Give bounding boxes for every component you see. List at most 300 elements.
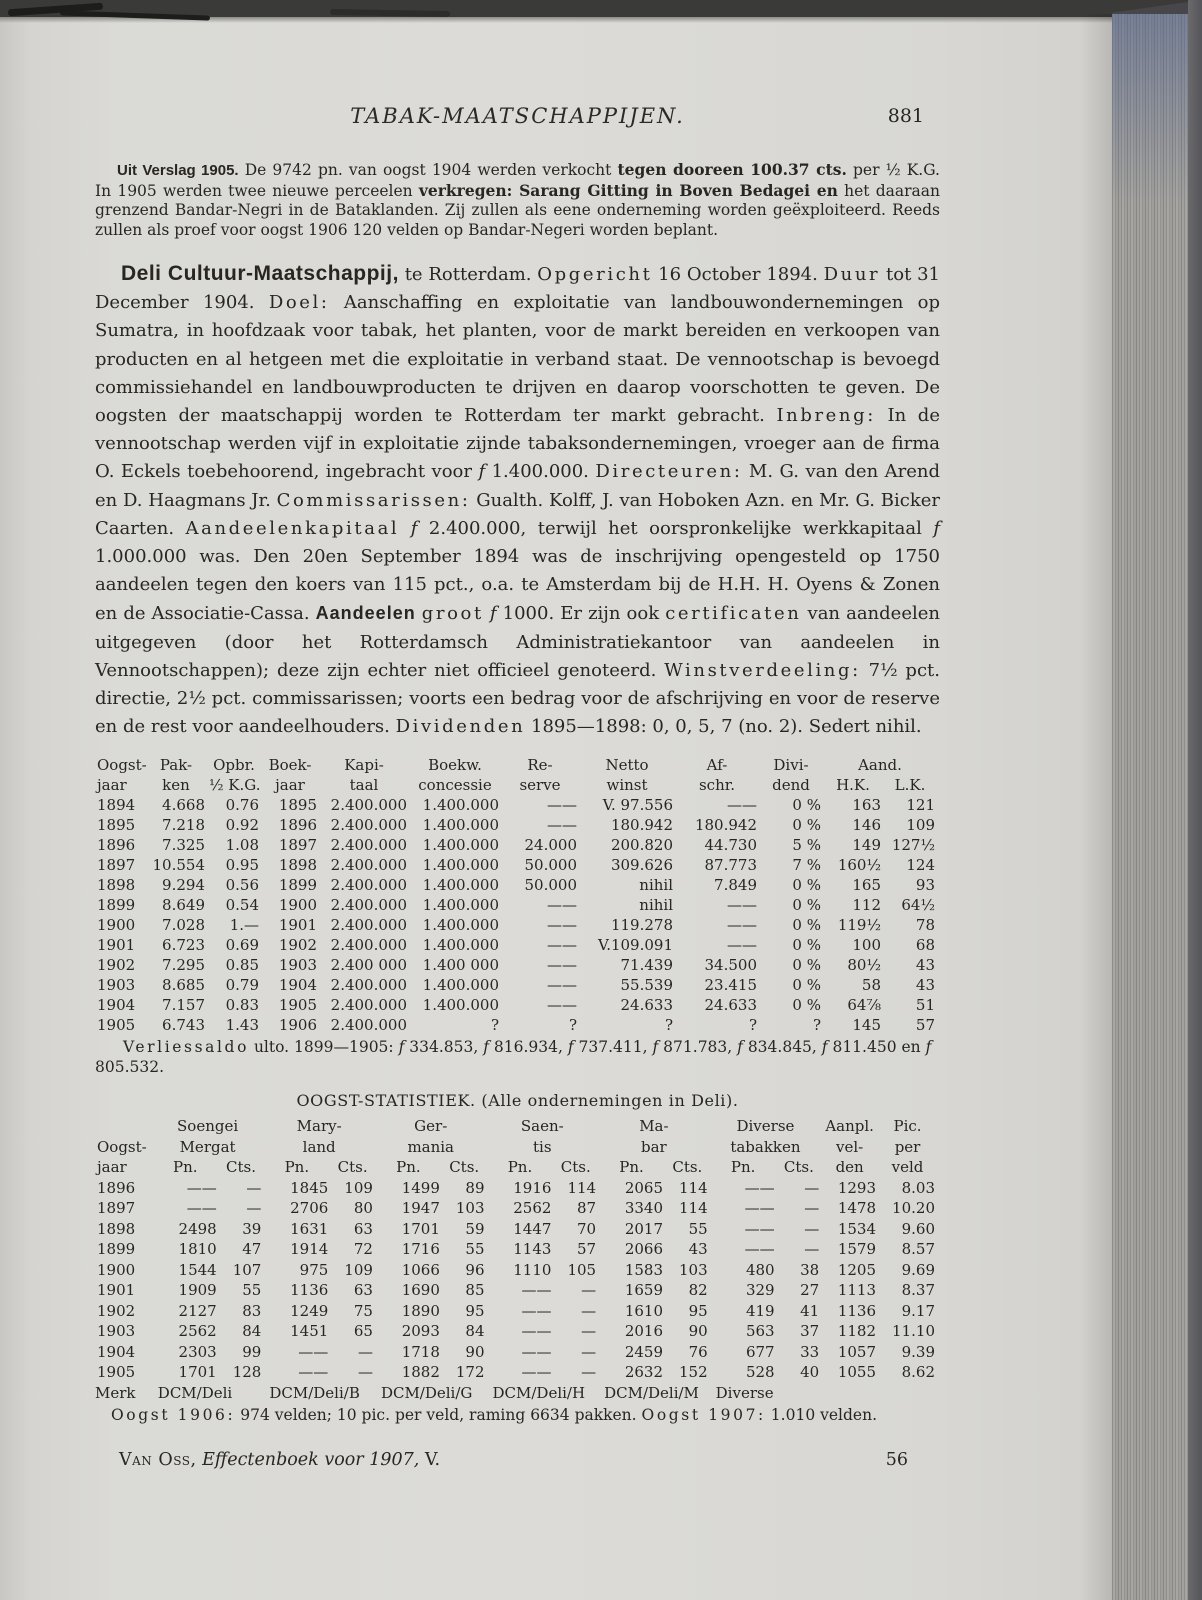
col-header: H.K. [836, 776, 870, 795]
table-cell: 8.37 [901, 1281, 935, 1300]
table-cell: 7.157 [162, 996, 205, 1015]
table-cell: 0.56 [225, 876, 259, 895]
financial-table-body [95, 795, 937, 1035]
table-cell: 1900 [97, 916, 136, 935]
table-cell: 180.942 [694, 816, 757, 835]
table-row [95, 995, 937, 1015]
text-segment: Duur [823, 264, 881, 285]
harvest-table-body [95, 1178, 937, 1383]
table-cell: 2.400 000 [330, 956, 407, 975]
table-cell: 1916 [513, 1178, 552, 1197]
text-segment: f [483, 1038, 489, 1057]
table-cell: 1901 [97, 936, 136, 955]
table-row [95, 1301, 937, 1322]
text-segment: f [652, 1038, 659, 1057]
table-cell: 1136 [837, 1301, 877, 1320]
table-cell: 0.54 [225, 896, 259, 915]
table-cell: 55 [688, 1219, 708, 1238]
col-header: Af- [706, 756, 728, 775]
table-cell: 8.685 [162, 976, 205, 995]
table-cell: 1205 [837, 1260, 877, 1279]
table-cell: 1909 [178, 1281, 217, 1300]
table-cell: 0.69 [225, 936, 259, 955]
table-cell: 145 [852, 1016, 881, 1035]
text-segment: 816.934, [488, 1038, 568, 1057]
page-content [95, 104, 946, 1476]
table-cell: 2632 [624, 1363, 664, 1382]
table-cell: —— [547, 896, 577, 915]
text-segment: Aanschaffing en exploitatie van landbouwondernemingen op Sumatra, in hoofdzaak voor tabak, het planten, voor de markt bereiden en verkoopen van producten en al hetgeen met die exploitatie in verband staat. De vennootschap is bevoegd commissiehandel en landbouwproducten te drijven en daarop voorschotten te geven. De oogsten der maatschappij worden te Rotterdam ter markt gebracht. [95, 292, 946, 427]
table-cell: 1610 [624, 1301, 664, 1320]
table-cell: —— [744, 1240, 775, 1259]
loss-balance-note [95, 1037, 940, 1077]
col-header: Pn. [730, 1158, 756, 1177]
table-cell: 1.400 000 [422, 956, 499, 975]
table-cell: 1113 [837, 1281, 877, 1300]
table-cell: 2.400.000 [330, 1016, 407, 1035]
page-curve-shadow [1080, 14, 1112, 1600]
table-cell: 2127 [178, 1301, 217, 1320]
col-header: Cts. [560, 1158, 591, 1177]
table-cell: —— [547, 976, 577, 995]
company-paragraph [95, 260, 946, 741]
table-cell: 24.000 [524, 836, 577, 855]
text-segment: 7½ pct. directie, 2½ pct. commissarissen; voorts een bedrag voor de afschrijving en voor de reserve en de rest voor aandeelhouders. [95, 659, 946, 738]
table-cell: 1904 [97, 996, 136, 1015]
col-header: winst [606, 776, 648, 795]
table-cell: 112 [852, 896, 881, 915]
text-segment: Doel: [268, 292, 330, 314]
table-cell: 1583 [624, 1260, 664, 1279]
text-segment: ulto. 1899—1905: [249, 1038, 399, 1057]
financial-table-header [95, 755, 937, 795]
text-segment: Directeuren: [595, 461, 743, 483]
text-segment: De 9742 pn. van oogst 1904 werden verkocht [238, 161, 618, 179]
text-segment: f [478, 461, 486, 483]
table-cell: 43 [688, 1240, 708, 1259]
text-segment: Gualth. Kolff, J. van Hoboken Azn. en Mr. G. Bicker Caarten. [95, 489, 946, 539]
table-cell: 1903 [97, 1322, 136, 1341]
table-cell: 146 [852, 816, 881, 835]
table-cell: 1906 [278, 1016, 317, 1035]
table-cell: 85 [465, 1281, 485, 1300]
brand-row [95, 1383, 937, 1404]
table-cell: 1249 [290, 1301, 329, 1320]
table-cell: 0 % [792, 976, 821, 995]
table-row [95, 795, 937, 815]
col-header: L.K. [894, 776, 926, 795]
col-header: Pic. [893, 1117, 922, 1136]
text-segment: van aandeelen uitgegeven (door het Rotterdamsch Administratiekantoor van aandeelen in Vennootschappen); deze zijn echter niet officieel genoteerd. [95, 603, 946, 681]
table-row [95, 1219, 937, 1240]
table-cell: —— [521, 1363, 552, 1382]
table-cell: 87.773 [704, 856, 757, 875]
col-header: Cts. [672, 1158, 703, 1177]
table-cell: 90 [688, 1322, 708, 1341]
table-cell: 1182 [837, 1322, 877, 1341]
harvest-statistics-heading: OOGST-STATISTIEK. (Alle ondernemingen in Deli). [296, 1091, 739, 1111]
table-cell: 51 [915, 996, 935, 1015]
col-header: Aand. [858, 756, 902, 775]
table-cell: 43 [915, 976, 935, 995]
table-cell: 2093 [401, 1322, 440, 1341]
table-cell: —— [727, 796, 757, 815]
table-cell: 1897 [278, 836, 317, 855]
table-cell: 677 [745, 1342, 775, 1361]
text-segment: Opgericht [537, 264, 653, 285]
table-row [95, 1280, 937, 1301]
table-cell: 2.400.000 [330, 796, 407, 815]
text-segment: verkregen: Sarang Gitting in Boven Bedagei en [418, 180, 838, 200]
col-header: jaar [97, 1158, 127, 1177]
col-header: Pn. [619, 1158, 644, 1177]
table-cell: 9.17 [901, 1301, 935, 1320]
table-cell: 1534 [837, 1219, 877, 1238]
table-cell: 1897 [97, 856, 136, 875]
col-header: tabakken [730, 1137, 801, 1156]
table-cell: — [581, 1342, 597, 1361]
table-cell: 1901 [97, 1281, 136, 1300]
table-cell: 1905 [278, 996, 317, 1015]
table-cell: 2.400.000 [330, 896, 407, 915]
col-header: Oogst- [97, 756, 147, 775]
text-segment: Oogst 1906: [111, 1406, 236, 1425]
table-row [95, 915, 937, 935]
table-cell: 1136 [290, 1281, 329, 1300]
table-cell: 40 [800, 1363, 820, 1382]
harvest-statistics-table [95, 1116, 937, 1403]
text-segment: f [489, 603, 497, 625]
text-segment: 834.845, [742, 1038, 822, 1057]
table-cell: 68 [915, 936, 935, 955]
table-cell: 2.400.000 [330, 836, 407, 855]
table-cell: —— [744, 1219, 775, 1238]
col-header: den [835, 1158, 864, 1177]
table-cell: 80½ [847, 956, 881, 975]
table-cell: 114 [679, 1199, 708, 1218]
table-cell: ? [748, 1016, 757, 1035]
table-cell: 2016 [624, 1322, 664, 1341]
table-cell: —— [547, 936, 577, 955]
table-cell: 119.278 [610, 916, 673, 935]
table-cell: 1701 [401, 1219, 440, 1238]
col-header: Boek- [268, 756, 312, 775]
table-cell: 1902 [97, 956, 136, 975]
table-cell: 2.400.000 [330, 916, 407, 935]
table-cell: 2.400.000 [330, 816, 407, 835]
table-cell: V.109.091 [597, 936, 673, 955]
table-cell: 124 [906, 856, 935, 875]
text-segment: 805.532. [95, 1038, 937, 1077]
col-header: Soengei [177, 1117, 239, 1136]
table-cell: 7.028 [162, 916, 205, 935]
table-cell: 109 [344, 1260, 373, 1279]
table-cell: 180.942 [610, 816, 673, 835]
col-header: Oogst- [97, 1137, 147, 1156]
text-segment: per ½ K.G. In 1905 werden twee nieuwe perceelen [95, 161, 945, 200]
table-cell: 1897 [97, 1199, 136, 1218]
table-cell: 10.20 [892, 1199, 935, 1218]
col-header: ken [162, 776, 190, 795]
table-cell: 1659 [624, 1281, 664, 1300]
table-cell: 7 % [792, 856, 821, 875]
table-cell: —— [547, 796, 577, 815]
table-cell: 24.633 [704, 996, 757, 1015]
text-segment: tot 31 December 1904. [95, 264, 946, 314]
table-cell: — [357, 1342, 373, 1361]
table-cell: 105 [567, 1260, 597, 1279]
text-segment: Aandeelen [315, 603, 416, 624]
table-row [95, 975, 937, 995]
table-cell: 119½ [837, 916, 881, 935]
table-cell: DCM/Deli/M [604, 1383, 699, 1402]
table-cell: —— [521, 1281, 552, 1300]
table-cell: 1894 [97, 796, 136, 815]
table-cell: 1.400.000 [422, 816, 499, 835]
table-cell: 1901 [278, 916, 317, 935]
harvest-table-header [95, 1116, 937, 1178]
table-cell: 9.39 [901, 1342, 935, 1361]
table-cell: 1882 [401, 1363, 440, 1382]
table-cell: 1895 [278, 796, 317, 815]
col-header: Divi- [773, 756, 809, 775]
text-segment: 974 velden; 10 pic. per veld, raming 6634 pakken. [235, 1406, 642, 1425]
table-cell: 78 [915, 916, 935, 935]
table-cell: 1478 [837, 1199, 877, 1218]
text-segment: Oogst 1907: [641, 1406, 766, 1425]
table-cell: 1.400.000 [422, 856, 499, 875]
table-header-row [95, 1116, 937, 1137]
table-cell: — [804, 1240, 820, 1259]
table-cell: 63 [353, 1281, 373, 1300]
col-header: land [302, 1137, 336, 1156]
table-cell: 9.69 [901, 1260, 935, 1279]
table-cell: DCM/Deli/H [492, 1383, 586, 1402]
table-cell: 1947 [401, 1199, 440, 1218]
table-cell: 2562 [178, 1322, 217, 1341]
table-cell: 1845 [290, 1178, 329, 1197]
table-cell: 59 [465, 1219, 485, 1238]
table-cell: 165 [852, 876, 881, 895]
table-cell: 0 % [792, 936, 821, 955]
table-cell: —— [186, 1178, 217, 1197]
table-cell: 8.649 [162, 896, 205, 915]
table-cell: 6.743 [162, 1016, 205, 1035]
table-cell: 975 [299, 1260, 329, 1279]
table-cell: 2.400.000 [330, 976, 407, 995]
text-segment: 871.783, [658, 1038, 738, 1057]
col-header [95, 1116, 152, 1137]
table-cell: 1447 [513, 1219, 552, 1238]
col-header: Opbr. [213, 756, 255, 775]
text-segment: 811.450 en [827, 1038, 926, 1057]
table-cell: 309.626 [610, 856, 673, 875]
table-cell: 1899 [278, 876, 317, 895]
table-cell: —— [298, 1363, 329, 1382]
col-header: Mergat [179, 1137, 236, 1156]
table-cell: 1.— [229, 916, 259, 935]
text-segment: 1895—1898: 0, 0, 5, 7 (no. 2). Sedert nihil. [525, 716, 922, 738]
book-fore-edge-tint [1112, 14, 1190, 204]
table-cell: 83 [242, 1301, 262, 1320]
table-cell: 70 [577, 1219, 597, 1238]
table-header-row [95, 775, 937, 795]
table-cell: 1904 [97, 1342, 136, 1361]
col-header: Pn. [507, 1158, 533, 1177]
table-cell: 2066 [624, 1240, 664, 1259]
table-cell: 93 [915, 876, 935, 895]
table-cell: Diverse [715, 1383, 774, 1402]
col-header: Cts. [783, 1158, 814, 1177]
table-cell: — [357, 1363, 373, 1382]
table-cell: 82 [688, 1281, 708, 1300]
table-cell: 89 [465, 1178, 485, 1197]
table-cell: 2.400.000 [330, 936, 407, 955]
table-cell: 1631 [290, 1219, 329, 1238]
table-cell: 480 [745, 1260, 775, 1279]
table-row [95, 1015, 937, 1035]
table-cell: 0 % [792, 916, 821, 935]
table-row [95, 815, 937, 835]
text-segment: f [821, 1038, 828, 1057]
table-cell: 11.10 [892, 1322, 935, 1341]
col-header: Cts. [449, 1158, 480, 1177]
table-cell: 99 [242, 1342, 262, 1361]
table-row [95, 875, 937, 895]
table-cell: 87 [577, 1199, 597, 1218]
table-cell: 1899 [97, 1240, 136, 1259]
table-cell: 76 [688, 1342, 708, 1361]
table-cell: 0.85 [225, 956, 259, 975]
table-cell: 58 [861, 976, 881, 995]
table-cell: —— [547, 996, 577, 1015]
table-cell: 8.03 [901, 1178, 935, 1197]
table-cell: 109 [344, 1178, 373, 1197]
col-header: ½ K.G. [209, 776, 261, 795]
text-segment: f [925, 1038, 932, 1057]
table-row [95, 1362, 937, 1383]
table-cell: 90 [465, 1342, 485, 1361]
table-cell: 121 [906, 796, 935, 815]
table-cell: 1899 [97, 896, 136, 915]
table-cell: 107 [232, 1260, 262, 1279]
table-cell: 0.83 [225, 996, 259, 1015]
table-cell: —— [547, 916, 577, 935]
table-cell: 1.400.000 [422, 916, 499, 935]
table-cell: 9.60 [901, 1219, 935, 1238]
table-cell: 1900 [278, 896, 317, 915]
col-header: vel- [836, 1137, 864, 1156]
table-cell: 9.294 [162, 876, 205, 895]
col-header: Pn. [396, 1158, 421, 1177]
report-1905-paragraph [95, 160, 945, 240]
table-cell [821, 1383, 937, 1404]
text-segment: In de vennootschap werden vijf in exploitatie zijnde tabaksondernemingen, vroeger aan de firma O. Eckels toebehoorend, ingebracht voor [95, 405, 946, 483]
table-cell: — [581, 1322, 597, 1341]
table-header-row [95, 1137, 937, 1158]
text-segment: M. G. van den Arend en D. Haagmans Jr. [95, 461, 946, 511]
col-header: per [894, 1137, 921, 1156]
table-cell: 1896 [97, 1178, 136, 1197]
table-cell: 1902 [278, 936, 317, 955]
table-cell: 1293 [837, 1178, 877, 1197]
table-cell: 103 [455, 1199, 485, 1218]
table-cell: 23.415 [704, 976, 757, 995]
page-footer [95, 1450, 940, 1476]
table-cell: 6.723 [162, 936, 205, 955]
table-cell: — [246, 1199, 262, 1218]
col-header: schr. [698, 776, 736, 795]
table-cell: 109 [906, 816, 935, 835]
col-header: tis [533, 1137, 552, 1156]
table-cell: 1.400.000 [422, 896, 499, 915]
table-cell: 1.400.000 [422, 836, 499, 855]
table-cell: —— [186, 1199, 217, 1218]
table-cell: 0 % [792, 816, 821, 835]
colophon-volume: V. [419, 1449, 441, 1470]
col-header: Pn. [284, 1158, 310, 1177]
table-cell: 5 % [792, 836, 821, 855]
text-segment: tegen dooreen 100.37 cts. [617, 160, 847, 179]
harvest-forecast-note [95, 1405, 940, 1426]
table-cell: 37 [800, 1322, 820, 1341]
table-cell: 33 [800, 1342, 820, 1361]
table-cell: 50.000 [524, 856, 577, 875]
table-cell: 114 [679, 1178, 708, 1197]
text-segment: 1000. Er zijn ook [496, 603, 666, 625]
col-header: Mary- [296, 1117, 342, 1136]
table-cell: 0 % [792, 796, 821, 815]
table-cell: 172 [455, 1363, 485, 1382]
table-row [95, 1321, 937, 1342]
table-cell: 47 [242, 1240, 262, 1259]
col-header: concessie [418, 776, 492, 795]
table-cell: 0.79 [225, 976, 259, 995]
table-cell: — [581, 1301, 597, 1320]
table-cell: 75 [353, 1301, 373, 1320]
table-cell: 1.400.000 [422, 996, 499, 1015]
table-cell: 0 % [792, 996, 821, 1015]
text-segment: Verliessaldo [123, 1038, 250, 1057]
text-segment: f [398, 1038, 405, 1057]
table-cell: —— [298, 1342, 329, 1361]
table-cell: 2498 [178, 1219, 217, 1238]
col-header: Pak- [159, 756, 193, 775]
table-cell: 8.62 [901, 1363, 935, 1382]
table-cell: 1903 [278, 956, 317, 975]
table-cell: Merk [95, 1383, 136, 1402]
table-row [95, 1342, 937, 1363]
table-cell: 57 [577, 1240, 597, 1259]
text-segment: Uit Verslag 1905. [117, 162, 239, 179]
table-cell: 0.76 [225, 796, 259, 815]
text-segment: Winstverdeeling: [664, 659, 861, 681]
table-cell: 2.400.000 [330, 856, 407, 875]
table-cell: 114 [567, 1178, 597, 1197]
table-cell: 1810 [178, 1240, 217, 1259]
table-cell: 7.295 [162, 956, 205, 975]
table-cell: 1.43 [225, 1016, 259, 1035]
table-cell: 2.400.000 [330, 876, 407, 895]
table-cell: 72 [353, 1240, 373, 1259]
table-cell: 2706 [290, 1199, 329, 1218]
table-row [95, 1260, 937, 1281]
table-cell: 4.668 [162, 796, 205, 815]
col-header: jaar [97, 776, 127, 795]
col-header: taal [349, 776, 379, 795]
text-segment: 334.853, [404, 1038, 484, 1057]
col-header: Ger- [414, 1117, 448, 1136]
